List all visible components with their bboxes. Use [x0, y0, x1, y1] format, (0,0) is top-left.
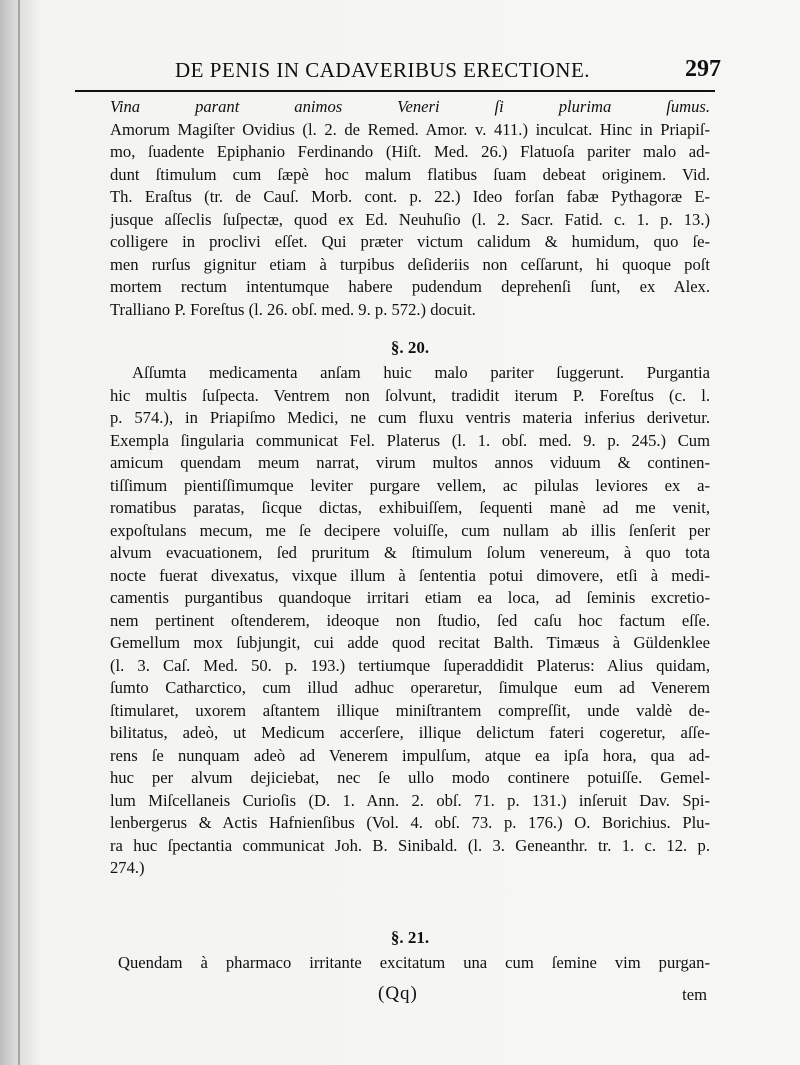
text-line: romatibus paratas, ſicque dictas, exhibuiſſem, ſequenti manè ad me venit, [110, 498, 710, 517]
running-title: DE PENIS IN CADAVERIBUS ERECTIONE. [175, 58, 591, 82]
text-line: men rurſus gignitur etiam à turpibus deſideriis non ceſſarunt, hi quoque poſt [110, 254, 710, 274]
binding-gutter [18, 0, 20, 1065]
text-line: jusque aſſeclis ſuſpectæ, quod ex Ed. Neuhuſio (l. 2. Sacr. Fatid. c. 1. p. 13.) [110, 209, 710, 229]
text-line: amicum quendam meum narrat, virum multos annos viduum & continen- [110, 453, 710, 472]
paragraph-block-1 [110, 96, 710, 321]
verse-line: Vina parant animos Veneri ſi plurima ſumus. [110, 97, 710, 116]
section-heading-20: §. 20. [390, 338, 430, 357]
text-line: colligere in proclivi eſſet. Qui præter victum calidum & humidum, quo ſe- [110, 232, 710, 251]
text-line: bilitatus, adeò, ut Medicum accerſere, illique delictum fateri cogeretur, aſſe- [110, 723, 710, 742]
page-number: 297 [685, 56, 721, 82]
header-rule [75, 90, 715, 92]
text-line: ra huc ſpectantia communicat Joh. B. Sinibald. (l. 3. Geneanthr. tr. 1. c. 12. p. [110, 835, 710, 855]
text-line: nocte fuerat divexatus, vixque illum à ſententia potui dimovere, etſi à medi- [110, 565, 710, 585]
text-line: dunt ſtimulum cum ſæpè hoc malum flatibus ſuam debeat originem. Vid. [110, 164, 710, 184]
paragraph-block-3 [110, 952, 710, 975]
catchword: tem [682, 985, 707, 1004]
text-line: alvum evacuationem, ſed pruritum & ſtimulum ſolum venereum, à quo tota [110, 543, 710, 562]
text-line: huc per alvum dejiciebat, nec ſe ullo modo continere potuiſſe. Gemel- [110, 768, 710, 787]
text-line: (l. 3. Caſ. Med. 50. p. 193.) tertiumque ſuperaddidit Platerus: Alius quidam, [110, 655, 710, 675]
text-line: Amorum Magiſter Ovidius (l. 2. de Remed. Amor. v. 411.) inculcat. Hinc in Priapiſ- [110, 119, 710, 139]
text-line: camentis purgantibus quandoque irritari etiam ea loca, ad ſeminis excretio- [110, 588, 710, 607]
text-line: 274.) [110, 858, 145, 877]
text-line: rens ſe nunquam adeò ad Venerem impulſum, atque ea ipſa hora, qua ad- [110, 745, 710, 765]
text-line: Gemellum mox ſubjungit, cui adde quod recitat Balth. Timæus à Güldenklee [110, 633, 710, 652]
text-line: hic multis ſuſpecta. Ventrem non ſolvunt, tradidit iterum P. Foreſtus (c. l. [110, 385, 710, 405]
section-heading-21: §. 21. [390, 928, 430, 947]
text-line: tiſſimum pientiſſimumque leviter purgare vellem, ac pilulas leviores ex a- [110, 475, 710, 495]
text-line: expoſtulans mecum, me ſe decipere voluiſſe, cum nullam ab illis ſenſerit per [110, 520, 710, 540]
text-line: nem pertinent oſtenderem, ideoque non ſtudio, ſed caſu hoc factum eſſe. [110, 610, 710, 630]
text-line: Tralliano P. Foreſtus (l. 26. obſ. med. 9. p. 572.) docuit. [110, 299, 476, 319]
paragraph-block-2 [110, 362, 710, 880]
text-line: Exempla ſingularia communicat Fel. Platerus (l. 1. obſ. med. 9. p. 245.) Cum [110, 430, 710, 450]
text-line: mo, ſuadente Epiphanio Ferdinando (Hiſt. Med. 26.) Flatuoſa pariter malo ad- [110, 142, 710, 161]
signature-mark: (Qq) [378, 983, 418, 1004]
text-line: Aſſumta medicamenta anſam huic malo pariter ſuggerunt. Purgantia [132, 363, 710, 382]
text-line: Quendam à pharmaco irritante excitatum una cum ſemine vim purgan- [118, 953, 710, 972]
page-header [175, 56, 721, 88]
text-line: Th. Eraſtus (tr. de Cauſ. Morb. cont. p. 22.) Ideo forſan fabæ Pythagoræ E- [110, 187, 710, 206]
text-line: ſtimularet, uxorem aſtantem illique miniſtrantem compreſſit, unde valdè de- [110, 700, 710, 720]
text-line: lum Miſcellaneis Curioſis (D. 1. Ann. 2. obſ. 71. p. 131.) inſeruit Dav. Spi- [110, 790, 710, 810]
text-line: ſumto Catharctico, cum illud adhuc operaretur, ſimulque eum ad Venerem [110, 678, 710, 697]
text-line: p. 574.), in Priapiſmo Medici, ne cum fluxu ventris materia inferius derivetur. [110, 408, 710, 427]
text-line: lenbergerus & Actis Hafnienſibus (Vol. 4. obſ. 73. p. 176.) O. Borichius. Plu- [110, 813, 710, 832]
text-line: mortem rectum intentumque habere pudendum deprehenſi ſunt, ex Alex. [110, 277, 710, 296]
